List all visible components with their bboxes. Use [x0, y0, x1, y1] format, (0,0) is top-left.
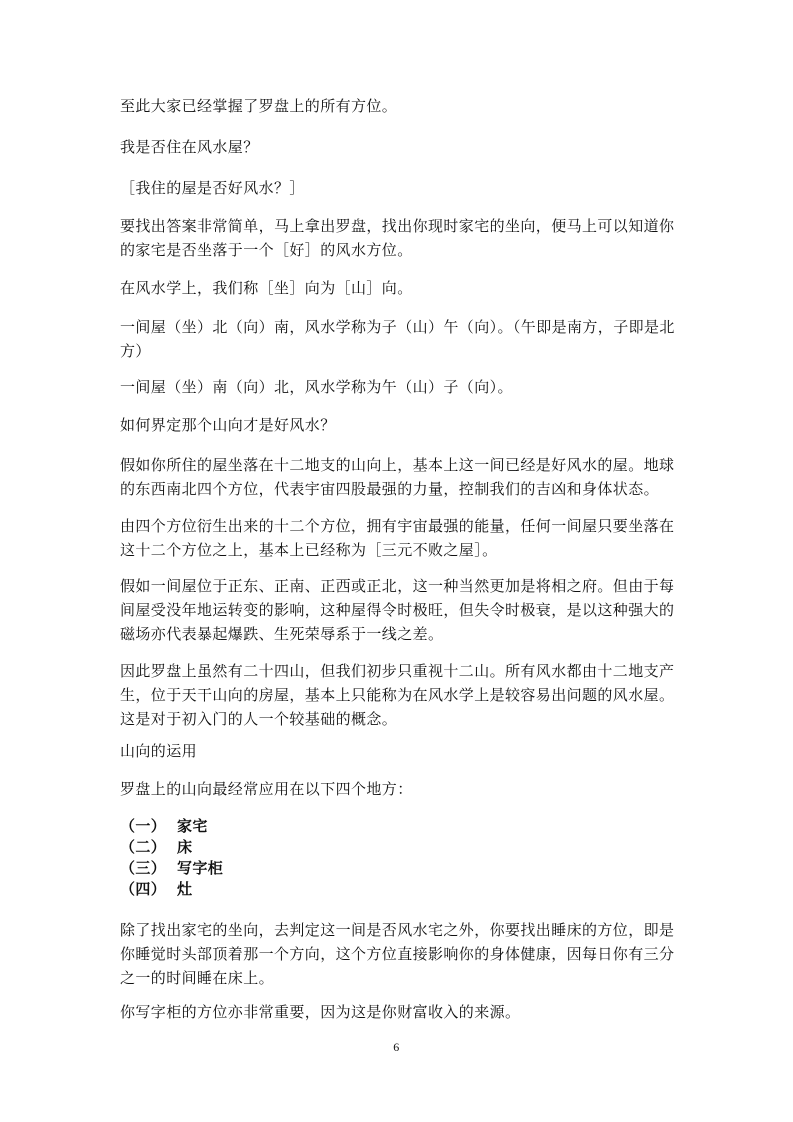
list-item: （四） 灶 [120, 880, 193, 898]
paragraph: 至此大家已经掌握了罗盘上的所有方位。 [120, 97, 398, 115]
paragraph: 一间屋（坐）南（向）北，风水学称为午（山）子（向）。 [120, 378, 513, 396]
bracketed-question: ［我住的屋是否好风水？］ [120, 179, 305, 197]
list-item: （二） 床 [120, 838, 193, 856]
question-heading: 如何界定那个山向才是好风水？ [120, 416, 336, 434]
paragraph: 要找出答案非常简单，马上拿出罗盘，找出你现时家宅的坐向，便马上可以知道你的家宅是否坐落于一个［好］的风水方位。 [120, 217, 675, 259]
paragraph: 除了找出家宅的坐向，去判定这一间是否风水宅之外，你要找出睡床的方位，即是你睡觉时头部顶着那一个方向，这个方位直接影响你的身体健康，因每日你有三分之一的时间睡在床上。 [120, 921, 675, 987]
list-item: （一） 家宅 [120, 817, 208, 835]
paragraph: 一间屋（坐）北（向）南，风水学称为子（山）午（向）。（午即是南方，子即是北方） [120, 318, 675, 360]
paragraph: 由四个方位衍生出来的十二个方位，拥有宇宙最强的能量，任何一间屋只要坐落在这十二个方位之上，基本上已经称为［三元不败之屋］。 [120, 517, 675, 559]
page-number: 6 [393, 1040, 400, 1054]
paragraph: 因此罗盘上虽然有二十四山，但我们初步只重视十二山。所有风水都由十二地支产生，位于天干山向的房屋，基本上只能称为在风水学上是较容易出问题的风水屋。这是对于初入门的人一个较基础的概念。 [120, 662, 675, 728]
paragraph: 假如你所住的屋坐落在十二地支的山向上，基本上这一间已经是好风水的屋。地球的东西南北四个方位，代表宇宙四股最强的力量，控制我们的吉凶和身体状态。 [120, 456, 675, 498]
paragraph: 假如一间屋位于正东、正南、正西或正北，这一种当然更加是将相之府。但由于每间屋受没年地运转变的影响，这种屋得令时极旺，但失令时极衰，是以这种强大的磁场亦代表暴起爆跌、生死荣辱系于一线之差。 [120, 577, 675, 643]
paragraph: 你写字柜的方位亦非常重要，因为这是你财富收入的来源。 [120, 1003, 521, 1021]
question-heading: 我是否住在风水屋？ [120, 138, 259, 156]
section-heading: 山向的运用 [120, 742, 198, 760]
numbered-list [120, 816, 680, 900]
list-item: （三） 写字柜 [120, 859, 224, 877]
paragraph: 罗盘上的山向最经常应用在以下四个地方： [120, 780, 413, 798]
paragraph: 在风水学上，我们称［坐］向为［山］向。 [120, 279, 413, 297]
